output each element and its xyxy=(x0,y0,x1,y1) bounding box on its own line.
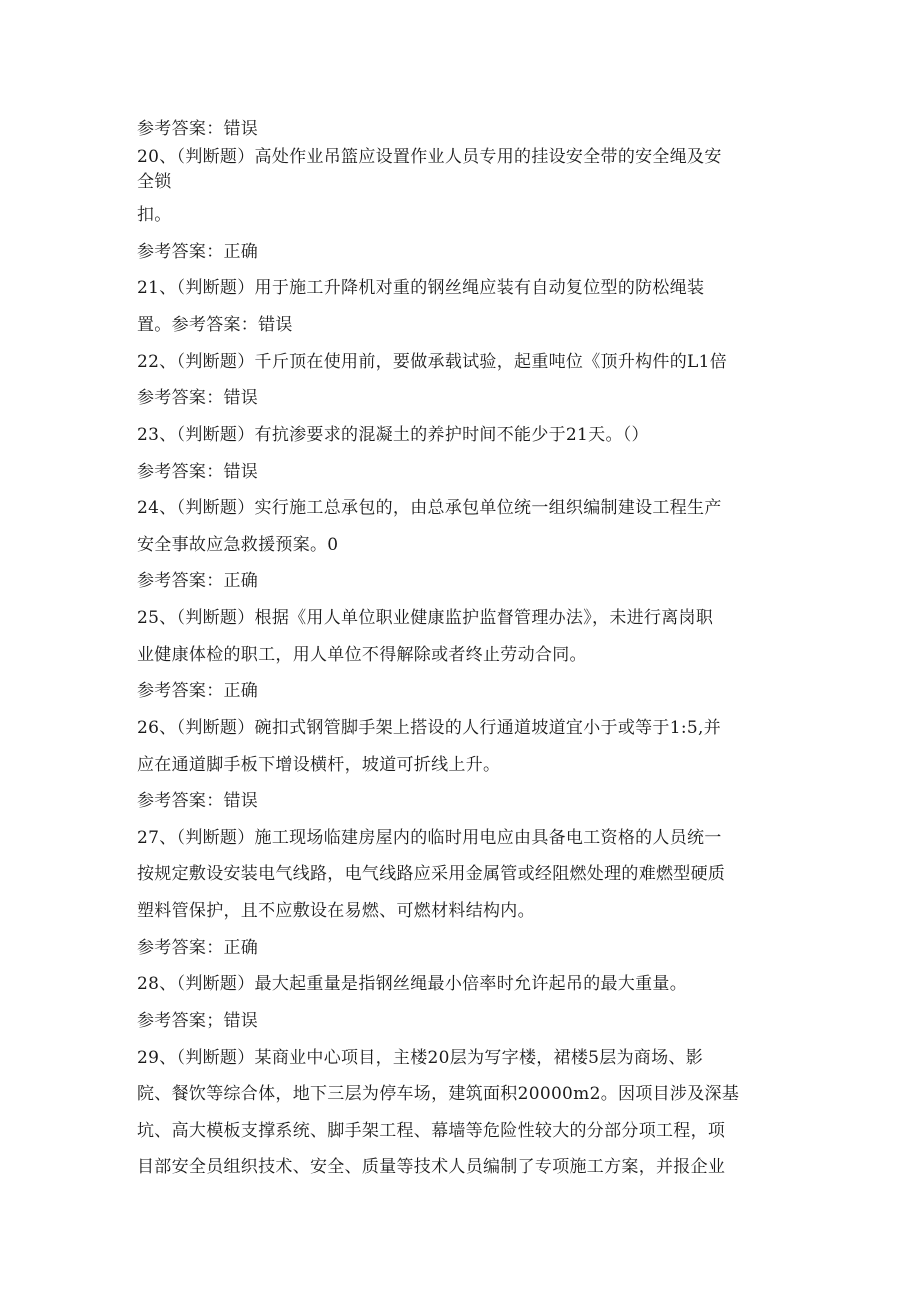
question-25-line-2: 业健康体检的职工，用人单位不得解除或者终止劳动合同。 xyxy=(137,645,587,665)
question-26-line-1: 26、（判断题）碗扣式钢管脚手架上搭设的人行通道坡道宜小于或等于1:5,并 xyxy=(137,718,721,738)
answer-line: 参考答案：正确 xyxy=(137,571,259,591)
question-28-line-1: 28、（判断题）最大起重量是指钢丝绳最小倍率时允许起吊的最大重量。 xyxy=(137,974,688,994)
question-23-line-1: 23、（判断题）有抗渗要求的混凝土的养护时间不能少于21天。（） xyxy=(137,425,649,445)
answer-line: 参考答案：错误 xyxy=(137,388,259,408)
answer-line: 参考答案；错误 xyxy=(137,1011,259,1031)
question-29-line-2: 院、餐饮等综合体，地下三层为停车场，建筑面积20000m2。因项目涉及深基 xyxy=(137,1084,740,1104)
answer-line: 参考答案：错误 xyxy=(137,119,259,139)
question-20-line-2: 全锁 xyxy=(137,172,172,192)
question-27-line-1: 27、（判断题）施工现场临建房屋内的临时用电应由具备电工资格的人员统一 xyxy=(137,828,722,848)
question-24-line-2: 安全事故应急救援预案。0 xyxy=(137,535,339,555)
question-25-line-1: 25、（判断题）根据《用人单位职业健康监护监督管理办法》，未进行离岗职 xyxy=(137,608,714,628)
question-24-line-1: 24、（判断题）实行施工总承包的，由总承包单位统一组织编制建设工程生产 xyxy=(137,498,722,518)
question-20-line-1: 20、（判断题）高处作业吊篮应设置作业人员专用的挂设安全带的安全绳及安 xyxy=(137,147,722,167)
answer-line: 参考答案：正确 xyxy=(137,938,259,958)
question-27-line-3: 塑料管保护，且不应敷设在易燃、可燃材料结构内。 xyxy=(137,901,535,921)
question-27-line-2: 按规定敷设安装电气线路，电气线路应采用金属管或经阻燃处理的难燃型硬质 xyxy=(137,864,726,884)
question-21-line-2: 置。参考答案：错误 xyxy=(137,315,293,335)
question-29-line-3: 坑、高大模板支撑系统、脚手架工程、幕墙等危险性较大的分部分项工程，项 xyxy=(137,1121,726,1141)
question-29-line-1: 29、（判断题）某商业中心项目，主楼20层为写字楼，裙楼5层为商场、影 xyxy=(137,1048,704,1068)
question-22-line-1: 22、（判断题）千斤顶在使用前，要做承载试验，起重吨位《顶升构件的L1倍 xyxy=(137,352,728,372)
answer-line: 参考答案：正确 xyxy=(137,242,259,262)
answer-line: 参考答案：正确 xyxy=(137,681,259,701)
answer-line: 参考答案：错误 xyxy=(137,791,259,811)
question-29-line-4: 目部安全员组织技术、安全、质量等技术人员编制了专项施工方案，并报企业 xyxy=(137,1157,726,1177)
answer-line: 参考答案：错误 xyxy=(137,462,259,482)
question-26-line-2: 应在通道脚手板下增设横杆，坡道可折线上升。 xyxy=(137,755,501,775)
question-20-line-3: 扣。 xyxy=(137,205,172,225)
question-21-line-1: 21、（判断题）用于施工升降机对重的钢丝绳应装有自动复位型的防松绳装 xyxy=(137,278,705,298)
